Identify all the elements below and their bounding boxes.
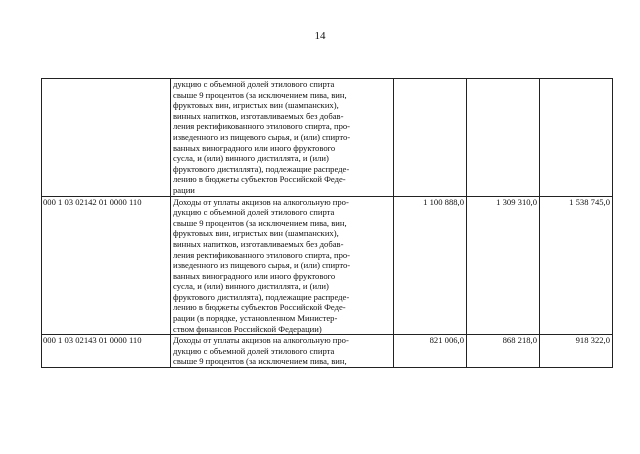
description-line: изведенного из пищевого сырья, и (или) спирто- [173, 260, 351, 271]
revenue-table [41, 78, 613, 368]
table-row [42, 335, 613, 368]
budget-code-cell [42, 79, 171, 197]
value-year-3-cell: 918 322,0 [540, 335, 613, 368]
value-year-2-cell: 868 218,0 [467, 335, 540, 368]
budget-code-cell: 000 1 03 02142 01 0000 110 [42, 196, 171, 335]
description-cell [171, 335, 394, 368]
description-line: лению в бюджеты субъектов Российской Феде- [173, 302, 346, 313]
description-line: свыше 9 процентов (за исключением пива, вин, [173, 217, 347, 228]
value-year-1-cell [394, 79, 467, 197]
description-line: Доходы от уплаты акцизов на алкогольную про- [173, 335, 349, 346]
description-line: дукцию с объемной долей этилового спирта [173, 207, 335, 218]
description-line: ванных виноградного или иного фруктового [173, 142, 336, 153]
description-line: ления ректификованного этилового спирта, про- [173, 249, 351, 260]
description-line: рации [173, 184, 195, 195]
description-line: рации (в порядке, установленном Министер- [173, 313, 338, 324]
description-line: фруктового дистиллята), подлежащие распреде- [173, 291, 350, 302]
description-cell [171, 79, 394, 197]
description-line: ления ректификованного этилового спирта, про- [173, 121, 351, 132]
table-row [42, 196, 613, 335]
description-line: фруктовых вин, игристых вин (шампанских), [173, 228, 339, 239]
description-cell [171, 196, 394, 335]
value-year-1-cell: 1 100 888,0 [394, 196, 467, 335]
value-year-1-cell: 821 006,0 [394, 335, 467, 368]
description-line: изведенного из пищевого сырья, и (или) спирто- [173, 131, 351, 142]
description-line: винных напитков, изготавливаемых без добав- [173, 110, 344, 121]
description-line: Доходы от уплаты акцизов на алкогольную про- [173, 196, 349, 207]
description-line: сусла, и (или) винного дистиллята, и (или) [173, 281, 329, 292]
description-line: ством финансов Российской Федерации) [173, 323, 322, 334]
table-row [42, 79, 613, 197]
description-line: фруктовых вин, игристых вин (шампанских), [173, 100, 339, 111]
description-line: сусла, и (или) винного дистиллята, и (или) [173, 153, 329, 164]
page-number: 14 [314, 30, 326, 42]
description-line: дукцию с объемной долей этилового спирта [173, 345, 335, 356]
budget-code-cell: 000 1 03 02143 01 0000 110 [42, 335, 171, 368]
revenue-table-body [42, 79, 613, 368]
value-year-2-cell [467, 79, 540, 197]
description-line: винных напитков, изготавливаемых без добав- [173, 238, 344, 249]
description-line: фруктового дистиллята), подлежащие распреде- [173, 163, 350, 174]
description-line: лению в бюджеты субъектов Российской Феде- [173, 174, 346, 185]
description-line: ванных виноградного или иного фруктового [173, 270, 336, 281]
description-line: свыше 9 процентов (за исключением пива, вин, [173, 356, 347, 367]
description-line: дукцию с объемной долей этилового спирта [173, 79, 335, 89]
value-year-3-cell: 1 538 745,0 [540, 196, 613, 335]
value-year-2-cell: 1 309 310,0 [467, 196, 540, 335]
description-line: свыше 9 процентов (за исключением пива, вин, [173, 89, 347, 100]
value-year-3-cell [540, 79, 613, 197]
